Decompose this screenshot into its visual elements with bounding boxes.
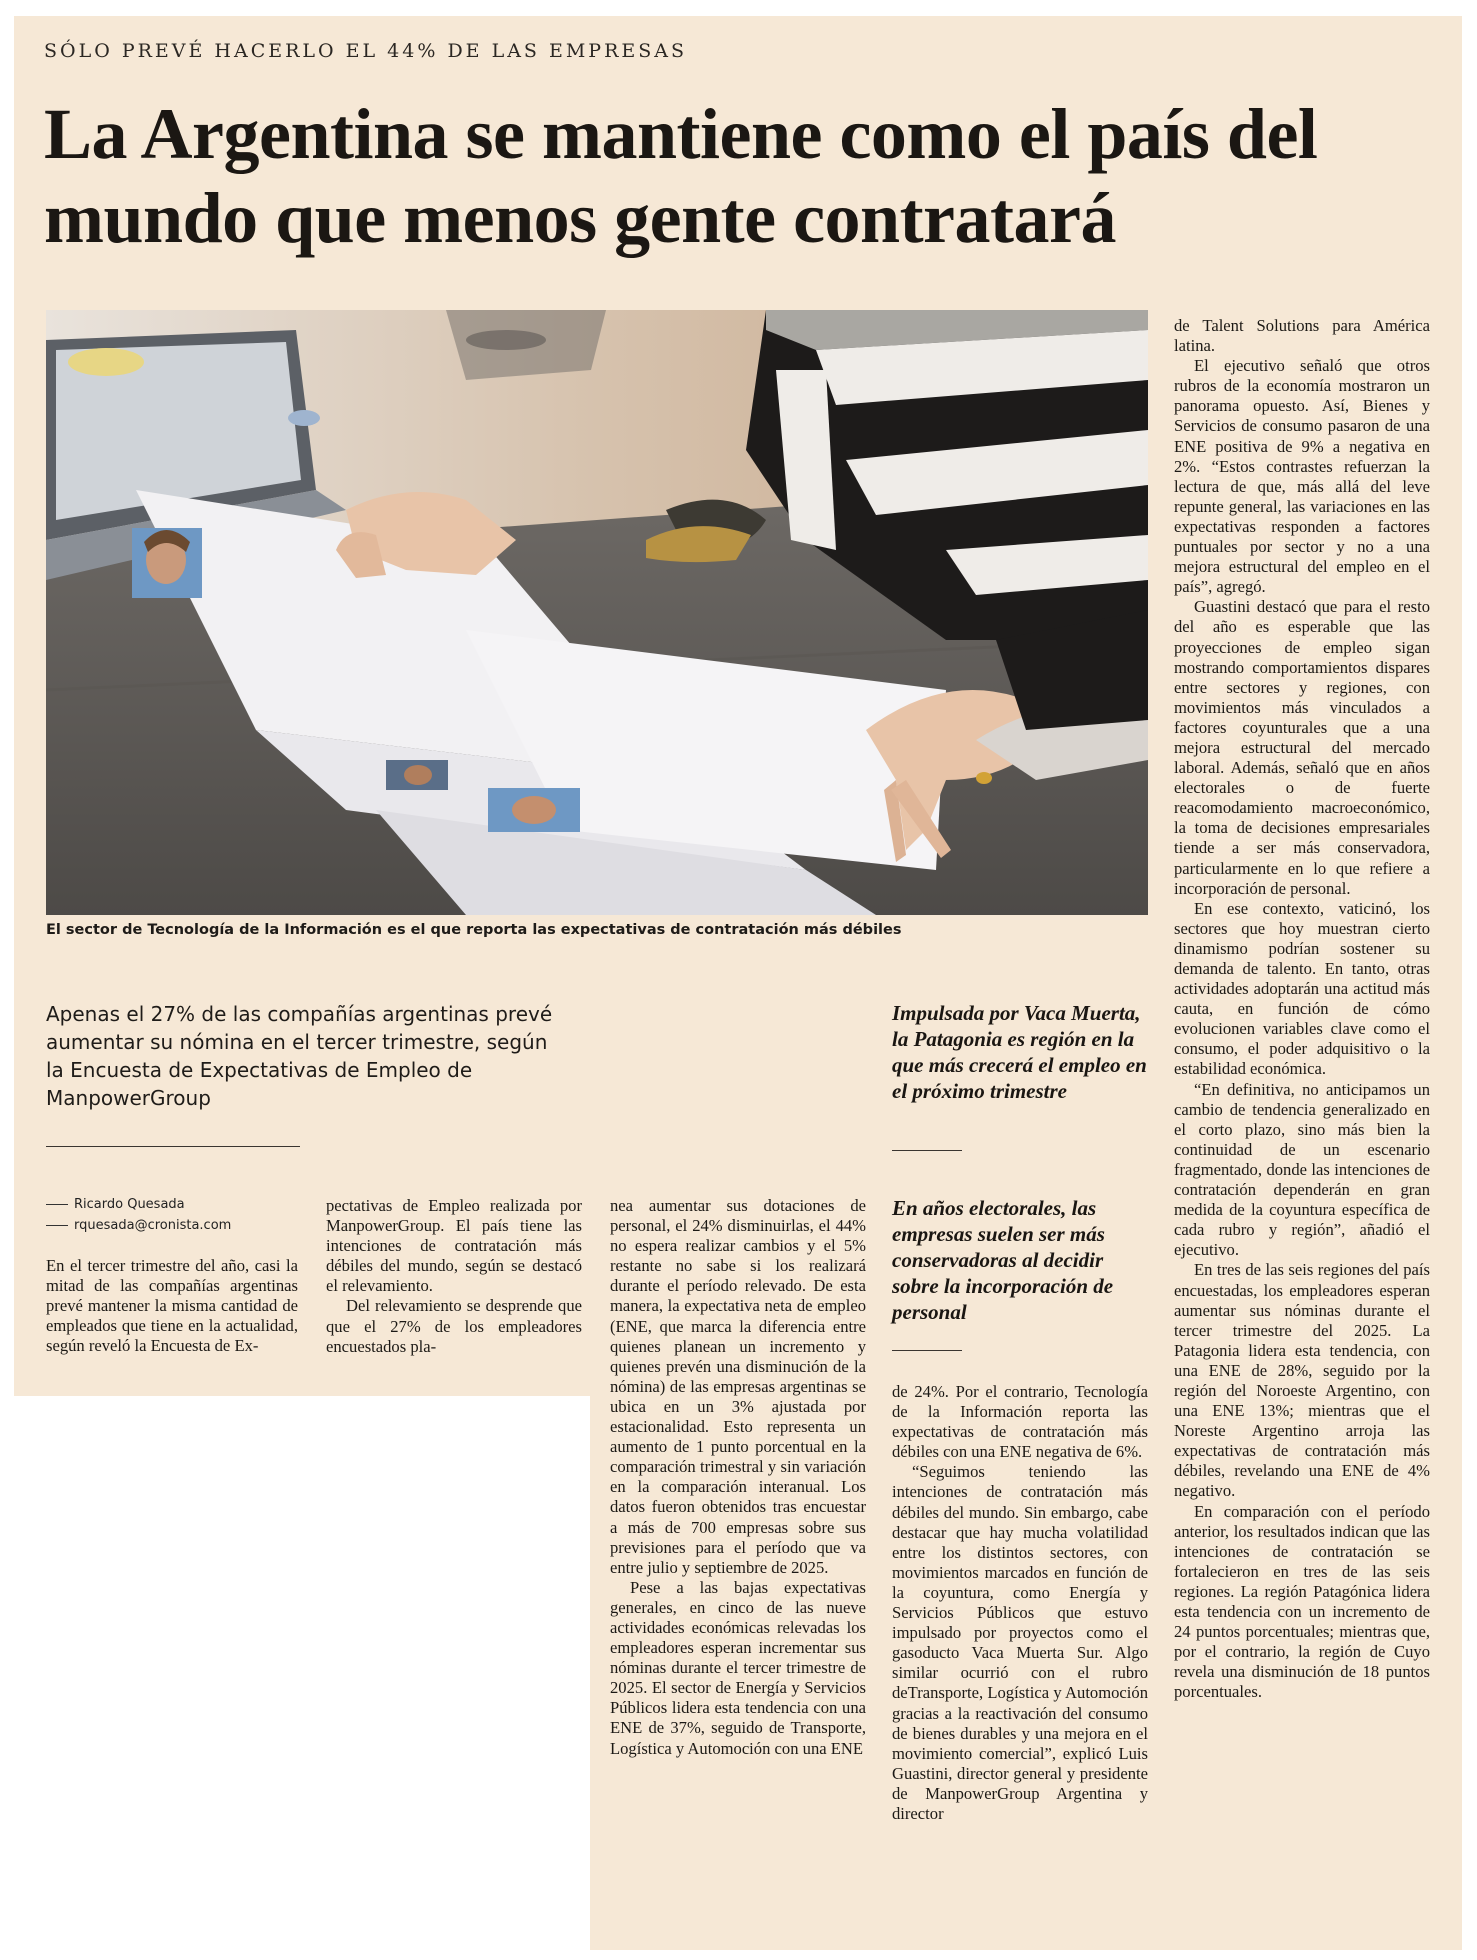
paragraph: En tres de las seis regiones del país encuestadas, los empleadores esperan aumentar sus nóminas durante el tercer trimestre del 2025. La Patagonia lidera esta tendencia, con una ENE de 28%, seguido por la región del Noroeste Argentino, con una ENE 13%; mientras que el Noreste Argentino arroja las expectativas de contratación más débiles, revelando una ENE de 4% negativo. [1174,1260,1430,1501]
byline-email [46,1218,231,1233]
author-name: Ricardo Quesada [74,1197,185,1212]
kicker: SÓLO PREVÉ HACERLO EL 44% DE LAS EMPRESAS [44,40,688,62]
paragraph: Del relevamiento se desprende que que el 27% de los empleadores encuestados pla- [326,1296,582,1356]
paragraph: de Talent Solutions para América latina. [1174,316,1430,356]
paragraph: Pese a las bajas expectativas generales, en cinco de las nueve actividades económicas relevadas los empleadores esperan incrementar sus nóminas durante el tercer trimestre de 2025. El sector de Energía y Servicios Públicos lidera esta tendencia con una ENE de 37%, seguido de Transporte, Logística y Automoción con una ENE [610,1577,866,1758]
body-column-3 [610,1196,866,1759]
paragraph: En comparación con el período anterior, los resultados indican que las intenciones de contratación se fortalecieron en tres de las seis regiones. La región Patagónica lidera esta tendencia con un incremento de 24 puntos porcentuales; mientras que, por el contrario, la región de Cuyo revela una disminución de 18 puntos porcentuales. [1174,1501,1430,1702]
body-column-2 [326,1196,582,1357]
body-column-4 [892,1382,1148,1824]
pullquote-rule [892,1350,962,1351]
paragraph: pectativas de Empleo realizada por ManpowerGroup. El país tiene las intenciones de contratación más débiles del mundo, según se destacó el relevamiento. [326,1196,582,1296]
lead-rule [46,1146,300,1147]
author-email: rquesada@cronista.com [74,1218,232,1233]
lead-paragraph: Apenas el 27% de las compañías argentinas prevé aumentar su nómina en el tercer trimestre, según la Encuesta de Expectativas de Empleo de ManpowerGroup [46,1002,553,1110]
paragraph: nea aumentar sus dotaciones de personal, el 24% disminuirlas, el 44% no espera realizar cambios y el 5% restante no sabe si los realizará durante el período relevado. De esta manera, la expectativa neta de empleo (ENE, que marca la diferencia entre quienes planean un incremento y quienes prevén una disminución de la nómina) de las empresas argentinas se ubica en un 3% ajustada por estacionalidad. Esto representa un aumento de 1 punto porcentual en la comparación trimestral y sin variación en la comparación interanual. Los datos fueron obtenidos tras encuestar a más de 700 empresas sobre sus previsiones para el período que va entre julio y septiembre de 2025. [610,1196,866,1577]
article-photo [46,310,1148,915]
paragraph: “Seguimos teniendo las intenciones de contratación más débiles del mundo. Sin embargo, cabe destacar que hay mucha volatilidad entre los distintos sectores, con movimientos marcados en función de la coyuntura, como Energía y Servicios Públicos que estuvo impulsado por proyectos como el gasoducto Vaca Muerta Sur. Algo similar ocurrió con el rubro deTransporte, Logística y Automoción gracias a la reactivación del consumo de bienes durables y una mejora en el movimiento comercial”, explicó Luis Guastini, director general y presidente de ManpowerGroup Argentina y director [892,1462,1148,1823]
body-column-1 [46,1256,298,1356]
paragraph: de 24%. Por el contrario, Tecnología de la Información reporta las expectativas de contratación más débiles con una ENE negativa de 6%. [892,1382,1148,1462]
byline-dash [46,1225,68,1226]
pullquote-electoral: En años electorales, las empresas suelen ser más conservadoras al decidir sobre la incorporación de personal [892,1196,1114,1324]
body-column-5 [1174,316,1430,1702]
byline-author [46,1197,185,1212]
photo-caption: El sector de Tecnología de la Información es el que reporta las expectativas de contratación más débiles [46,922,902,938]
paragraph: En el tercer trimestre del año, casi la mitad de las compañías argentinas prevé mantener la misma cantidad de empleados que tiene en la actualidad, según reveló la Encuesta de Ex- [46,1256,298,1356]
headline: La Argentina se mantiene como el país del mundo que menos gente contratará [44,94,1318,258]
paragraph: En ese contexto, vaticinó, los sectores que hoy muestran cierto dinamismo podrían sostener su demanda de talento. En tanto, otras actividades adoptarán una actitud más cauta, en función de cómo evolucionen variables clave como el consumo, el poder adquisitivo o la estabilidad económica. [1174,898,1430,1079]
paragraph: El ejecutivo señaló que otros rubros de la economía mostraron un panorama opuesto. Así, Bienes y Servicios de consumo pasaron de una ENE positiva de 9% a negativa en 2%. “Estos contrastes refuerzan la lectura de que, más allá del leve repunte general, las variaciones en las expectativas responden a factores puntuales por sector y no a una mejora estructural del empleo en el país”, agregó. [1174,356,1430,597]
paragraph: Guastini destacó que para el resto del año es esperable que las proyecciones de empleo sigan mostrando comportamientos dispares entre sectores y regiones, con movimientos más vinculados a factores coyunturales que a una mejora estructural del mercado laboral. Además, señaló que en años electorales o de fuerte reacomodamiento macroeconómico, la toma de decisiones empresariales tiende a ser más conservadora, particularmente en lo que refiere a incorporación de personal. [1174,597,1430,898]
paragraph: “En definitiva, no anticipamos un cambio de tendencia generalizado en el corto plazo, sino más bien la continuidad de un escenario fragmentado, donde las intenciones de contratación dependerán en gran medida de la coyuntura específica de cada rubro y región”, añadió el ejecutivo. [1174,1079,1430,1260]
pullquote-rule [892,1150,962,1151]
byline-dash [46,1204,68,1205]
pullquote-vaca-muerta: Impulsada por Vaca Muerta, la Patagonia es región en la que más crecerá el empleo en el próximo trimestre [892,1001,1147,1103]
